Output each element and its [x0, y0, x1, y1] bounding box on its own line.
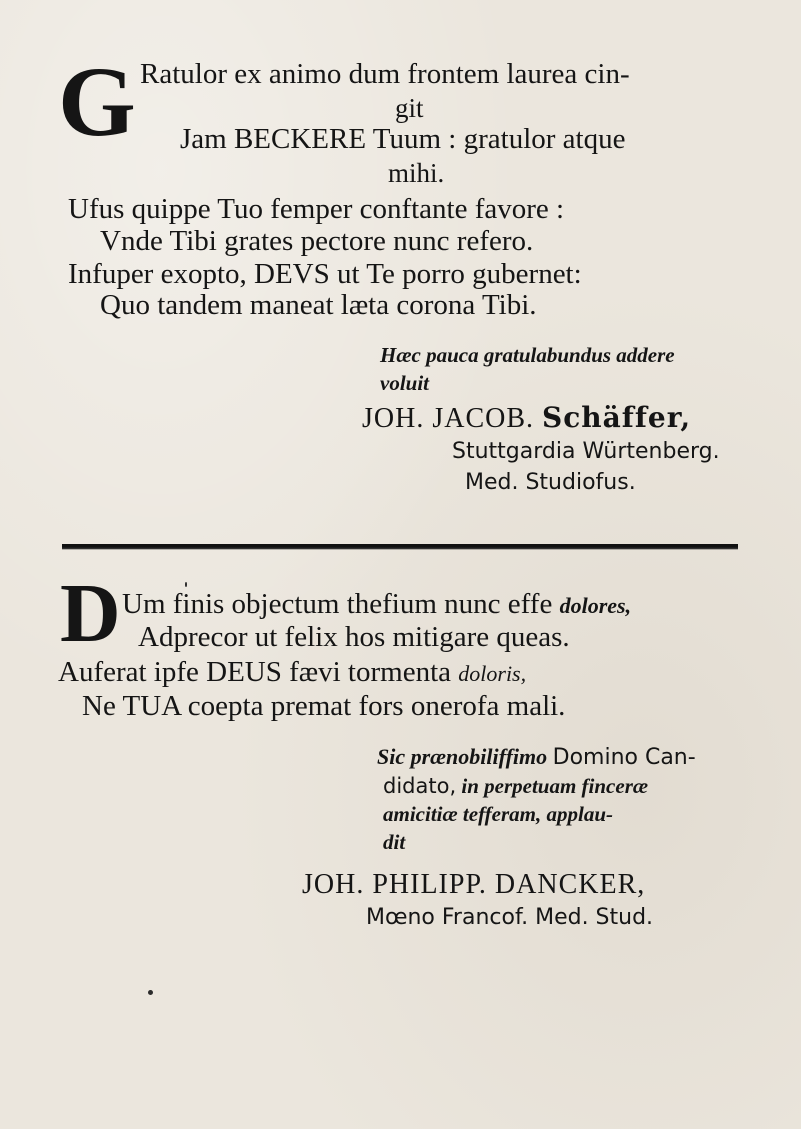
poem2-line-3-italic: doloris, — [458, 661, 527, 686]
dedication2-line-1-italic: Sic prænobiliffimo — [377, 744, 548, 769]
dedication2-line-2-italic: in perpetuam finceræ — [461, 774, 649, 798]
section-divider — [62, 544, 738, 549]
drop-cap-g: G — [58, 46, 136, 157]
dedication2-origin: Mœno Francof. Med. Stud. — [366, 905, 654, 930]
poem1-line-8: Quo tandem maneat læta corona Tibi. — [100, 289, 537, 321]
dedication1-place: Stuttgardia Würtenberg. — [452, 439, 720, 464]
poem1-line-7: Infuper exopto, DEVS ut Te porro gubernet: — [68, 258, 582, 290]
poem2-line-1-text: Um finis objectum thefium nunc effe — [122, 588, 553, 620]
poem2-line-4: Ne TUA coepta premat fors onerofa mali. — [82, 690, 566, 722]
poem2-line-2: Adprecor ut felix hos mitigare queas. — [138, 621, 570, 653]
dedication2-line-2 — [383, 776, 648, 797]
poem1-line-6: Vnde Tibi grates pectore nunc refero. — [100, 225, 534, 257]
dedication1-line-2: voluit — [380, 371, 430, 395]
poem1-line-2: git — [395, 93, 424, 123]
author-latin-name: JOH. JACOB. — [362, 403, 535, 434]
dedication1-author — [362, 401, 692, 434]
poem1-line-3: Jam BECKERE Tuum : gratulor atque — [180, 123, 626, 155]
dedication1-line-1: Hæc pauca gratulabundus addere — [380, 343, 675, 367]
poem1-line-1: Ratulor ex animo dum frontem laurea cin- — [140, 58, 630, 90]
dedication2-line-2-plain: didato, — [383, 774, 457, 798]
ink-speck — [148, 990, 153, 995]
dedication2-author: JOH. PHILIPP. DANCKER, — [302, 869, 646, 900]
poem2-line-1-italic: dolores, — [559, 593, 632, 618]
drop-cap-d: D — [60, 567, 121, 660]
dedication2-line-1 — [377, 746, 696, 769]
poem1-line-4: mihi. — [388, 158, 445, 188]
dedication2-line-3: amicitiæ tefferam, applau- — [383, 802, 614, 826]
poem2-line-3 — [58, 658, 526, 687]
ink-speck — [185, 582, 187, 587]
dedication2-line-4: dit — [383, 830, 406, 854]
dedication1-status: Med. Studiofus. — [465, 470, 636, 495]
poem2-line-3-text: Auferat ipfe DEUS fævi tormenta — [58, 656, 452, 688]
author-fraktur-name: Schäffer, — [542, 401, 692, 434]
poem1-line-5: Ufus quippe Tuo femper conftante favore : — [68, 193, 565, 225]
poem2-line-1 — [122, 590, 631, 619]
dedication2-line-1-plain: Domino Can- — [552, 745, 696, 770]
